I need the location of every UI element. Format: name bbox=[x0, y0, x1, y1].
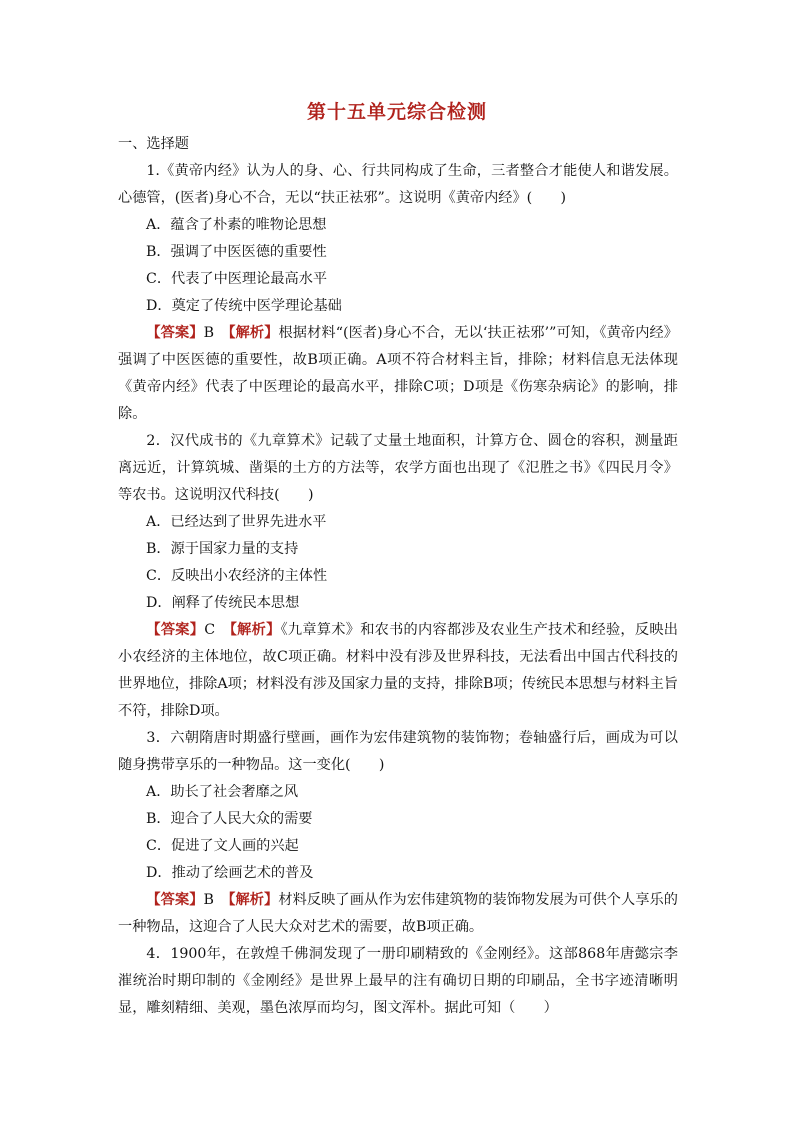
option-b: B．迎合了人民大众的需要 bbox=[146, 811, 313, 827]
analysis-text: 材料反映了画从作为宏伟建筑物的装饰物发展为可供个人享乐的一种物品，这迎合了人民大众对艺术的需要，故B项正确。 bbox=[118, 892, 678, 935]
analysis-tag: 【解析】 bbox=[229, 622, 281, 638]
question-4 bbox=[118, 941, 678, 1022]
question-3 bbox=[118, 725, 678, 941]
option-c: C．代表了中医理论最高水平 bbox=[146, 271, 328, 287]
analysis-text: 《九章算术》和农书的内容都涉及农业生产技术和经验，反映出小农经济的主体地位，故C项正确。材料中没有涉及世界科技，无法看出中国古代科技的世界地位，排除A项；材料没有涉及国家力量的支持，排除B项；传统民本思想与材料主旨不符，排除D项。 bbox=[118, 622, 678, 719]
option-b: B．强调了中医医德的重要性 bbox=[146, 244, 327, 260]
option-a: A．助长了社会奢靡之风 bbox=[146, 784, 299, 800]
option-d: D．奠定了传统中医学理论基础 bbox=[146, 298, 342, 314]
answer-tag: 【答案】 bbox=[146, 325, 204, 341]
question-2 bbox=[118, 428, 678, 725]
analysis-tag: 【解析】 bbox=[228, 892, 279, 908]
option-b: B．源于国家力量的支持 bbox=[146, 541, 299, 557]
option-c: C．反映出小农经济的主体性 bbox=[146, 568, 328, 584]
document-body bbox=[118, 131, 678, 1022]
option-a: A．蕴含了朴素的唯物论思想 bbox=[146, 217, 327, 233]
answer-tag: 【答案】 bbox=[146, 622, 205, 638]
question-1 bbox=[118, 158, 678, 428]
answer-tag: 【答案】 bbox=[146, 892, 204, 908]
question-stem: 2．汉代成书的《九章算术》记载了丈量土地面积，计算方仓、圆仓的容积，测量距离远近，计算筑城、凿渠的土方的方法等，农学方面也出现了《氾胜之书》《四民月令》等农书。这说明汉代科技( ) bbox=[118, 433, 678, 503]
option-c: C．促进了文人画的兴起 bbox=[146, 838, 299, 854]
option-a: A．已经达到了世界先进水平 bbox=[146, 514, 327, 530]
section-heading: 一、选择题 bbox=[118, 136, 189, 152]
answer-value: C bbox=[204, 622, 216, 638]
answer-block bbox=[118, 617, 678, 725]
page-title: 第十五单元综合检测 bbox=[306, 101, 487, 123]
answer-block bbox=[118, 320, 678, 428]
question-stem: 4．1900年，在敦煌千佛洞发现了一册印刷精致的《金刚经》。这部868年唐懿宗李漼统治时期印制的《金刚经》是世界上最早的注有确切日期的印刷品，全书字迹清晰明显，雕刻精细、美观，墨色浓厚而均匀，图文浑朴。据此可知（ ） bbox=[118, 946, 678, 1016]
option-d: D．阐释了传统民本思想 bbox=[146, 595, 300, 611]
question-stem: 3．六朝隋唐时期盛行壁画，画作为宏伟建筑物的装饰物；卷轴盛行后，画成为可以随身携带享乐的一种物品。这一变化( ) bbox=[118, 730, 678, 773]
answer-value: B bbox=[203, 892, 214, 908]
analysis-text: 根据材料“(医者)身心不合，无以‘扶正祛邪’”可知，《黄帝内经》强调了中医医德的重要性，故B项正确。A项不符合材料主旨，排除；材料信息无法体现《黄帝内经》代表了中医理论的最高水平，排除C项；D项是《伤寒杂病论》的影响，排除。 bbox=[118, 325, 678, 422]
answer-value: B bbox=[203, 325, 215, 341]
option-d: D．推动了绘画艺术的普及 bbox=[146, 865, 314, 881]
answer-block bbox=[118, 887, 678, 941]
analysis-tag: 【解析】 bbox=[228, 325, 279, 341]
question-stem: 1.《黄帝内经》认为人的身、心、行共同构成了生命，三者整合才能使人和谐发展。心德管，(医者)身心不合，无以“扶正祛邪”。这说明《黄帝内经》( ) bbox=[118, 163, 678, 206]
